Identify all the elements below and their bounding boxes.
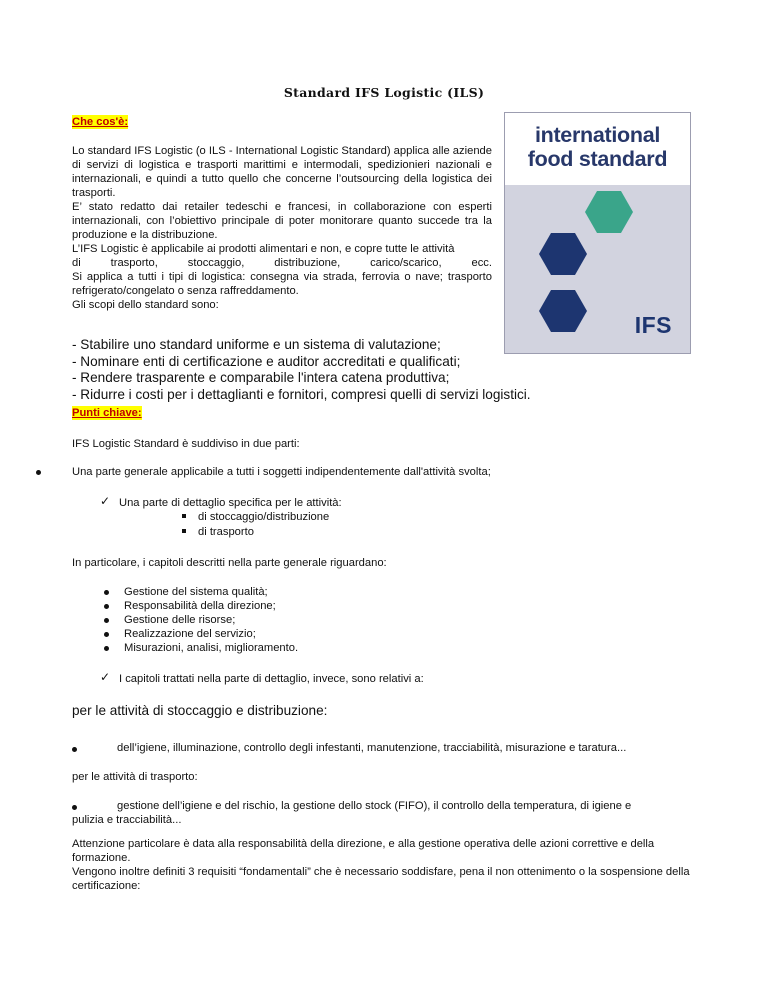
transport-heading: per le attività di trasporto: (72, 771, 198, 783)
logo-line-2: food standard (527, 146, 668, 171)
detail-intro: I capitoli trattati nella parte di dettaglio, invece, sono relativi a: (119, 673, 424, 685)
ifs-logo (504, 112, 691, 354)
bullet-dot-icon (36, 470, 41, 475)
checkmark-icon: ✓ (100, 670, 111, 684)
bullet-dot-icon (72, 805, 77, 810)
transport-item-continued: pulizia e tracciabilità... (72, 814, 182, 826)
intro-line: di trasporto, stoccaggio, distribuzione, carico/scarico, ecc. (72, 257, 492, 269)
bullet-dot-icon (72, 747, 77, 752)
square-bullet-icon (182, 514, 186, 518)
square-bullet-icon (182, 529, 186, 533)
navy-hexagon-icon (539, 290, 587, 332)
intro-line: Si applica a tutti i tipi di logistica: consegna via strada, ferrovia o nave; trasporto refrigerato/congelato o senza raffreddamento. (72, 271, 492, 297)
general-item: Gestione delle risorse; (124, 614, 236, 626)
part-general: Una parte generale applicabile a tutti i soggetti indipendentemente dall'attività svolta; (72, 466, 491, 478)
general-item: Responsabilità della direzione; (124, 600, 276, 612)
page-title: Standard IFS Logistic (ILS) (283, 85, 485, 100)
goal-item: - Rendere trasparente e comparabile l'intera catena produttiva; (72, 370, 450, 385)
teal-hexagon-icon (585, 191, 633, 233)
storage-heading: per le attività di stoccaggio e distribuzione: (72, 703, 328, 718)
general-item: Misurazioni, analisi, miglioramento. (124, 642, 299, 654)
goal-item: - Nominare enti di certificazione e auditor accreditati e qualificati; (72, 353, 461, 369)
bullet-dot-icon (104, 632, 109, 637)
intro-line: E’ stato redatto dai retailer tedeschi e francesi, in collaborazione con esperti internazionali, con l’obiettivo principale di poter monitorare quanto succede tra la produzione e la distribuzione. (72, 201, 492, 241)
closing-line: Vengono inoltre definiti 3 requisiti “fondamentali” che è necessario soddisfare, pena il non ottenimento o la sospensione della certificazione: (72, 866, 690, 892)
bullet-dot-icon (104, 604, 109, 609)
bullet-dot-icon (104, 618, 109, 623)
general-intro: In particolare, i capitoli descritti nella parte generale riguardano: (72, 557, 387, 569)
closing-paragraph (72, 837, 712, 893)
transport-item: gestione dell’igiene e del rischio, la gestione dello stock (FIFO), il controllo della temperatura, di igiene e (117, 800, 632, 812)
detail-item: di stoccaggio/distribuzione (198, 511, 330, 523)
goal-item: - Ridurre i costi per i dettaglianti e fornitori, compresi quelli di servizi logistici. (72, 386, 531, 402)
intro-line: Lo standard IFS Logistic (o ILS - International Logistic Standard) applica alle aziende di servizi di logistica e trasporti marittimi e intermodali, spedizionieri nazionali e internazionali, e quindi a tutto quello che concerne l’outsourcing della logistica dei trasporti. (72, 145, 492, 199)
goals-list (72, 337, 732, 403)
bullet-dot-icon (104, 646, 109, 651)
navy-hexagon-icon (539, 233, 587, 275)
part-detail: Una parte di dettaglio specifica per le attività: (119, 497, 342, 509)
intro-line: L’IFS Logistic è applicabile ai prodotti alimentari e non, e copre tutte le attività (72, 243, 455, 255)
closing-line: Attenzione particolare è data alla responsabilità della direzione, e alla gestione operativa delle azioni correttive e della formazione. (72, 838, 655, 864)
detail-item: di trasporto (198, 526, 254, 538)
bullet-dot-icon (104, 590, 109, 595)
storage-item: dell’igiene, illuminazione, controllo degli infestanti, manutenzione, tracciabilità, misurazione e taratura... (117, 742, 627, 754)
intro-line: Gli scopi dello standard sono: (72, 299, 219, 311)
logo-line-1: international (534, 123, 661, 147)
section-heading-key-points: Punti chiave: (72, 407, 142, 419)
goal-item: - Stabilire uno standard uniforme e un sistema di valutazione; (72, 337, 441, 352)
logo-ifs-mark: IFS (634, 312, 672, 338)
checkmark-icon: ✓ (100, 494, 111, 508)
section-heading-what: Che cos'è: (72, 116, 129, 128)
general-item: Gestione del sistema qualità; (124, 586, 268, 598)
key-points-intro: IFS Logistic Standard è suddiviso in due parti: (72, 438, 300, 450)
intro-paragraph (72, 144, 492, 312)
general-item: Realizzazione del servizio; (124, 628, 256, 640)
